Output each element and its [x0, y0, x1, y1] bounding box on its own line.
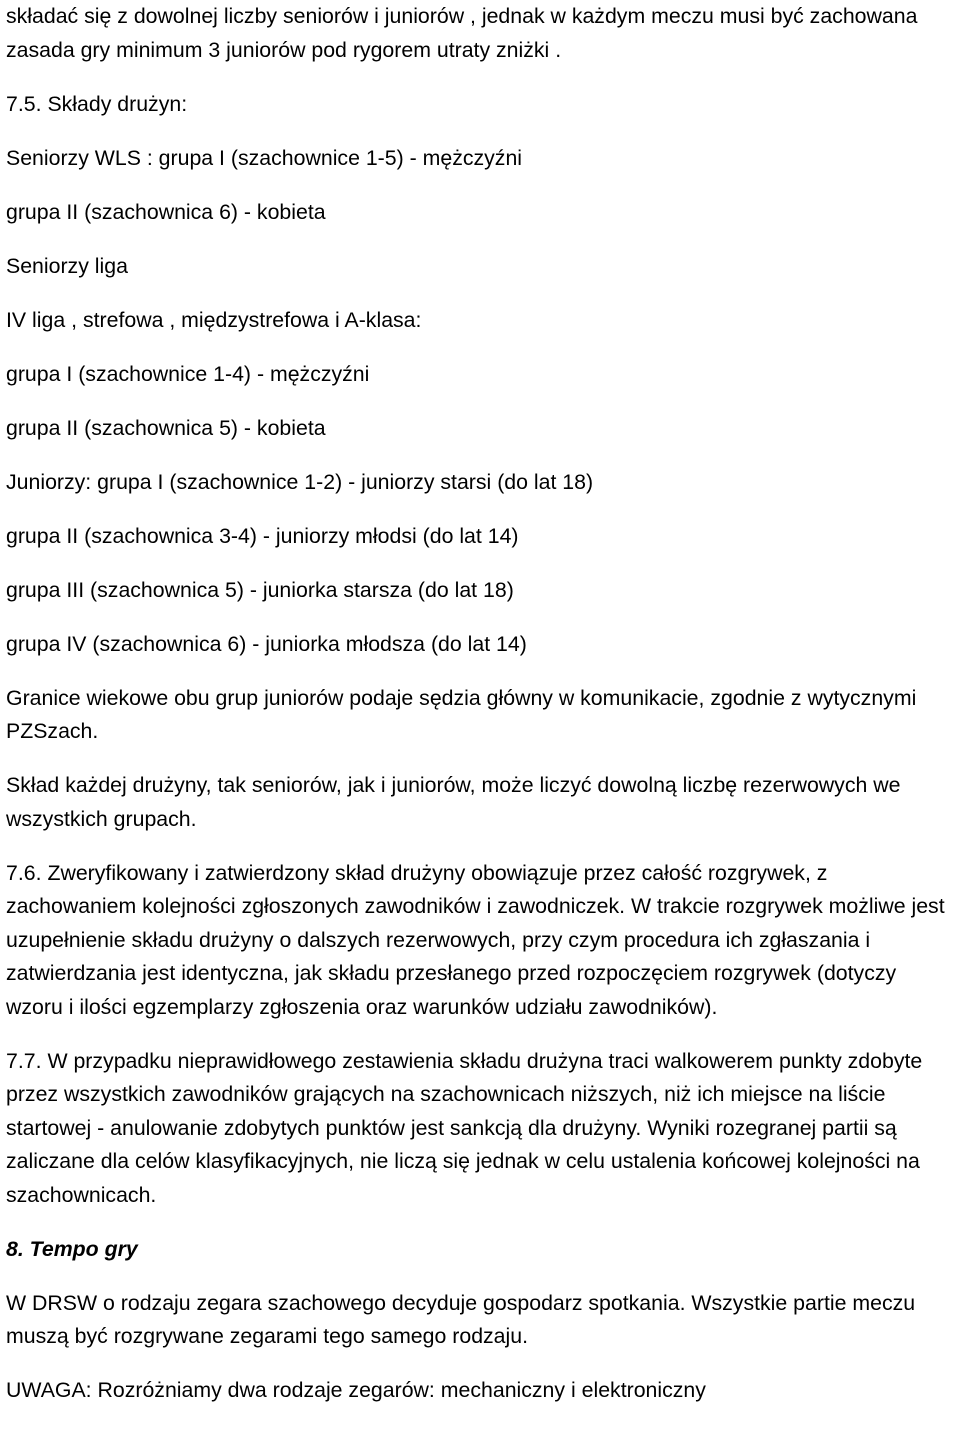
paragraph-clock-note: UWAGA: Rozróżniamy dwa rodzaje zegarów: mechaniczny i elektroniczny [6, 1378, 706, 1402]
paragraph-league-group-1: grupa I (szachownice 1-4) - mężczyźni [6, 361, 370, 386]
paragraph-age-limits: Granice wiekowe obu grup juniorów podaje sędzia główny w komunikacie, zgodnie z wytycznymi PZSzach. [6, 685, 917, 743]
section-7-6-paragraph: 7.6. Zweryfikowany i zatwierdzony skład drużyny obowiązuje przez całość rozgrywek, z zachowaniem kolejności zgłoszonych zawodników i zawodniczek. W trakcie rozgrywek możliwe jest uzupełnienie składu drużyny o dalszych rezerwowych, przy czym procedura ich zgłaszania i zatwierdzania jest identyczna, jak składu przesłanego przed rozpoczęciem rozgrywek (dotyczy wzoru i ilości egzemplarzy zgłoszenia oraz warunków udziału zawodników). [6, 860, 945, 1019]
paragraph-reserves: Skład każdej drużyny, tak seniorów, jak i juniorów, może liczyć dowolną liczbę rezerwowych we wszystkich grupach. [6, 773, 901, 831]
paragraph-juniors-group-3: grupa III (szachownica 5) - juniorka starsza (do lat 18) [6, 577, 514, 602]
paragraph-juniors-group-1: Juniorzy: grupa I (szachownice 1-2) - juniorzy starsi (do lat 18) [6, 469, 594, 494]
document-page [6, 0, 956, 1428]
paragraph-league-levels: IV liga , strefowa , międzystrefowa i A-klasa: [6, 307, 422, 332]
section-8-heading: 8. Tempo gry [6, 1236, 138, 1261]
paragraph-seniors-wls-group-1: Seniorzy WLS : grupa I (szachownice 1-5) - mężczyźni [6, 145, 523, 170]
paragraph-league-group-2: grupa II (szachownica 5) - kobieta [6, 415, 326, 440]
paragraph-seniors-wls-group-2: grupa II (szachownica 6) - kobieta [6, 199, 326, 224]
paragraph-juniors-group-4: grupa IV (szachownica 6) - juniorka młodsza (do lat 14) [6, 631, 527, 656]
section-7-7-paragraph: 7.7. W przypadku nieprawidłowego zestawienia składu drużyna traci walkowerem punkty zdobyte przez wszystkich zawodników grających na szachownicach niższych, niż ich miejsce na liście startowej - anulowanie zdobytych punktów jest sankcją dla drużyny. Wyniki rozegranej partii są zaliczane dla celów klasyfikacyjnych, nie liczą się jednak w celu ustalenia końcowej kolejności na szachownicach. [6, 1048, 923, 1207]
paragraph-juniors-group-2: grupa II (szachownica 3-4) - juniorzy młodsi (do lat 14) [6, 523, 519, 548]
paragraph-seniors-league: Seniorzy liga [6, 253, 128, 278]
paragraph-team-composition-rule: składać się z dowolnej liczby seniorów i juniorów , jednak w każdym meczu musi być zachowana zasada gry minimum 3 juniorów pod rygorem utraty zniżki . [6, 4, 918, 62]
section-7-5-heading: 7.5. Składy drużyn: [6, 91, 188, 116]
paragraph-clock-type: W DRSW o rodzaju zegara szachowego decyduje gospodarz spotkania. Wszystkie partie meczu muszą być rozgrywane zegarami tego samego rodzaju. [6, 1290, 916, 1348]
